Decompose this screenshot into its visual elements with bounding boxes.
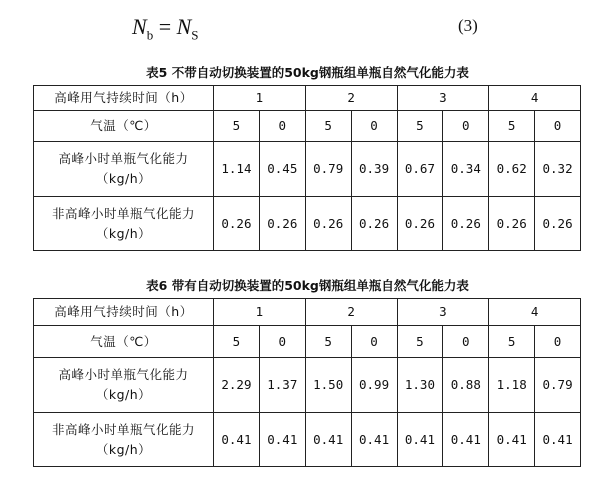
table5-duration-cell: 1 [214,86,306,111]
table6-peak-cell: 1.50 [305,358,351,413]
table6-duration-cell: 4 [489,299,581,326]
table6-peak-cell: 0.99 [351,358,397,413]
table5-peak-cell: 0.79 [305,142,351,197]
table6-offpeak-unit: （kg/h） [95,441,152,457]
table5-temperature-cell: 0 [535,111,581,142]
table6-peak-cell: 1.37 [259,358,305,413]
equation-lhs: N [132,14,147,39]
table6-offpeak-label: 非高峰小时单瓶气化能力 [51,421,195,437]
table6-temperature-label: 气温（℃） [34,326,214,358]
table6-peak-cell: 2.29 [214,358,260,413]
table6-caption: 表6 带有自动切换装置的50kg钢瓶组单瓶自然气化能力表 [146,278,469,293]
table6-offpeak-cell: 0.41 [259,413,305,467]
table6-offpeak-cell: 0.41 [489,413,535,467]
table6-peak-label-cell [34,358,214,413]
table5-duration-cell: 2 [305,86,397,111]
table5-peak-label: 高峰小时单瓶气化能力 [58,151,189,166]
table6-temperature-cell: 0 [259,326,305,358]
table6-offpeak-label-cell [34,413,214,467]
table6-offpeak-cell: 0.41 [397,413,443,467]
table6-temperature-cell: 0 [351,326,397,358]
table5-offpeak-cell: 0.26 [535,197,581,251]
equation-expression: $N_b = N_S$ [132,14,199,43]
table6-temperature-cell: 0 [535,326,581,358]
table5-peak-cell: 0.34 [443,142,489,197]
table6-duration-label: 高峰用气持续时间（h） [34,299,214,326]
table5-temperature-cell: 0 [351,111,397,142]
table6-duration-cell: 1 [214,299,306,326]
table5 [33,85,581,251]
table6-peak-cell: 0.79 [535,358,581,413]
table5-offpeak-cell: 0.26 [259,197,305,251]
table6 [33,298,581,467]
table5-row-offpeak [34,197,581,251]
equation-lhs-subscript: b [146,27,154,43]
table6-row-peak [34,358,581,413]
table6-temperature-cell: 5 [397,326,443,358]
equation-rhs-subscript: S [191,27,199,43]
table6-peak-label: 高峰小时单瓶气化能力 [58,367,189,382]
table5-row-temperature [34,111,581,142]
table6-row-offpeak [34,413,581,467]
table5-temperature-cell: 5 [305,111,351,142]
table5-offpeak-label: 非高峰小时单瓶气化能力 [51,205,195,221]
table5-duration-cell: 4 [489,86,581,111]
table5-temperature-cell: 0 [259,111,305,142]
table6-offpeak-cell: 0.41 [305,413,351,467]
table5-offpeak-label-cell [34,197,214,251]
table6-offpeak-cell: 0.41 [535,413,581,467]
table5-peak-cell: 0.62 [489,142,535,197]
table5-row-duration [34,86,581,111]
table6-peak-cell: 0.88 [443,358,489,413]
table6-offpeak-cell: 0.41 [214,413,260,467]
table6-row-duration [34,299,581,326]
equation-3 [0,14,615,44]
table5-row-peak [34,142,581,197]
table6-temperature-cell: 5 [489,326,535,358]
table6-temperature-cell: 5 [214,326,260,358]
table5-temperature-cell: 5 [397,111,443,142]
table5-offpeak-cell: 0.26 [489,197,535,251]
table6-duration-cell: 2 [305,299,397,326]
table6-row-temperature [34,326,581,358]
table5-offpeak-cell: 0.26 [351,197,397,251]
table5-caption: 表5 不带自动切换装置的50kg钢瓶组单瓶自然气化能力表 [146,65,469,80]
table5-peak-label-cell [34,142,214,197]
table6-peak-unit: （kg/h） [95,387,152,402]
table6-peak-cell: 1.18 [489,358,535,413]
table5-duration-cell: 3 [397,86,489,111]
table5-offpeak-cell: 0.26 [214,197,260,251]
equation-rhs: N [176,14,192,39]
table6-offpeak-cell: 0.41 [443,413,489,467]
table6-duration-cell: 3 [397,299,489,326]
table5-peak-cell: 0.45 [259,142,305,197]
table5-peak-cell: 0.67 [397,142,443,197]
table5-offpeak-cell: 0.26 [397,197,443,251]
table5-offpeak-unit: （kg/h） [95,225,152,241]
table5-offpeak-cell: 0.26 [305,197,351,251]
table6-temperature-cell: 0 [443,326,489,358]
table5-peak-cell: 1.14 [214,142,260,197]
table5-peak-cell: 0.39 [351,142,397,197]
table5-peak-cell: 0.32 [535,142,581,197]
table6-temperature-cell: 5 [305,326,351,358]
table5-temperature-cell: 5 [489,111,535,142]
table5-temperature-cell: 5 [214,111,260,142]
equation-number: (3) [458,16,478,35]
table5-duration-label: 高峰用气持续时间（h） [34,86,214,111]
table5-peak-unit: （kg/h） [95,171,152,186]
table5-offpeak-cell: 0.26 [443,197,489,251]
table6-offpeak-cell: 0.41 [351,413,397,467]
table6-peak-cell: 1.30 [397,358,443,413]
table5-temperature-label: 气温（℃） [34,111,214,142]
table5-temperature-cell: 0 [443,111,489,142]
